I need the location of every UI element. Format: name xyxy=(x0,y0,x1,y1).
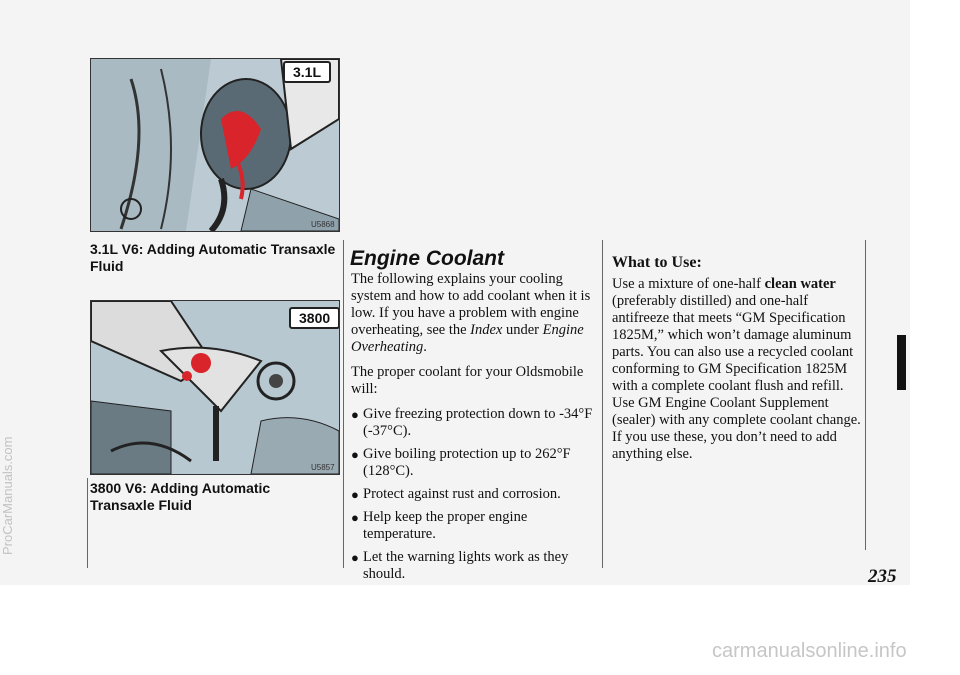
side-watermark: ProCarManuals.com xyxy=(0,436,15,555)
figure-caption: 3.1L V6: Adding Automatic Transaxle Fluid xyxy=(90,241,336,274)
figure-3-1l-engine xyxy=(90,58,340,232)
list-item: ● Give freezing protection down to -34°F (-37°C). xyxy=(351,406,593,439)
what-to-use-body xyxy=(612,276,862,463)
chapter-tab-marker xyxy=(897,335,906,390)
figure-code: U5857 xyxy=(311,463,335,472)
page-number: 235 xyxy=(868,566,897,587)
list-item: ● Let the warning lights work as they should. xyxy=(351,549,569,582)
list-item: ● Help keep the proper engine temperature. xyxy=(351,509,528,542)
figure-caption: 3800 V6: Adding Automatic Transaxle Fluid xyxy=(90,480,271,513)
engine-illustration-3-1l xyxy=(91,59,339,231)
column-divider xyxy=(343,240,344,568)
lead-paragraph: The proper coolant for your Oldsmobile will: xyxy=(351,364,584,397)
bottom-watermark: carmanualsonline.info xyxy=(712,640,907,662)
list-item: ● Give boiling protection up to 262°F (128°C). xyxy=(351,446,571,479)
figure-label-badge: 3800 xyxy=(289,307,340,329)
column-divider xyxy=(87,478,88,568)
what-to-use-paragraph: Use a mixture of one-half clean water (preferably distilled) and one-half antifreeze that meets “GM Specification 1825M,” which won’t damage aluminum parts. You can also use a recycled coolant conforming to GM Specification 1825M with a complete coolant flush and refill. Use GM Engine Coolant Supplement (sealer) with any complete coolant change. If you use these, you don’t need to add anything else. xyxy=(612,276,861,462)
clean-water-emphasis: clean water xyxy=(764,276,836,292)
figure-code: U5868 xyxy=(311,220,335,229)
list-item: ● Protect against rust and corrosion. xyxy=(351,486,561,502)
what-to-use-heading: What to Use: xyxy=(612,254,702,271)
index-reference: Index xyxy=(470,322,503,338)
coolant-section-body xyxy=(351,271,596,589)
coolant-benefits-list xyxy=(351,406,596,583)
overheating-reference: Engine Overheating xyxy=(351,322,584,355)
column-divider xyxy=(865,240,866,550)
column-divider xyxy=(602,240,603,568)
intro-paragraph: The following explains your cooling system and how to add coolant when it is low. If you have a problem with engine overheating, see the Index under Engine Overheating. xyxy=(351,271,591,355)
figure-3800-engine xyxy=(90,300,340,475)
figure-label-badge: 3.1L xyxy=(283,61,331,83)
section-heading: Engine Coolant xyxy=(350,247,504,270)
